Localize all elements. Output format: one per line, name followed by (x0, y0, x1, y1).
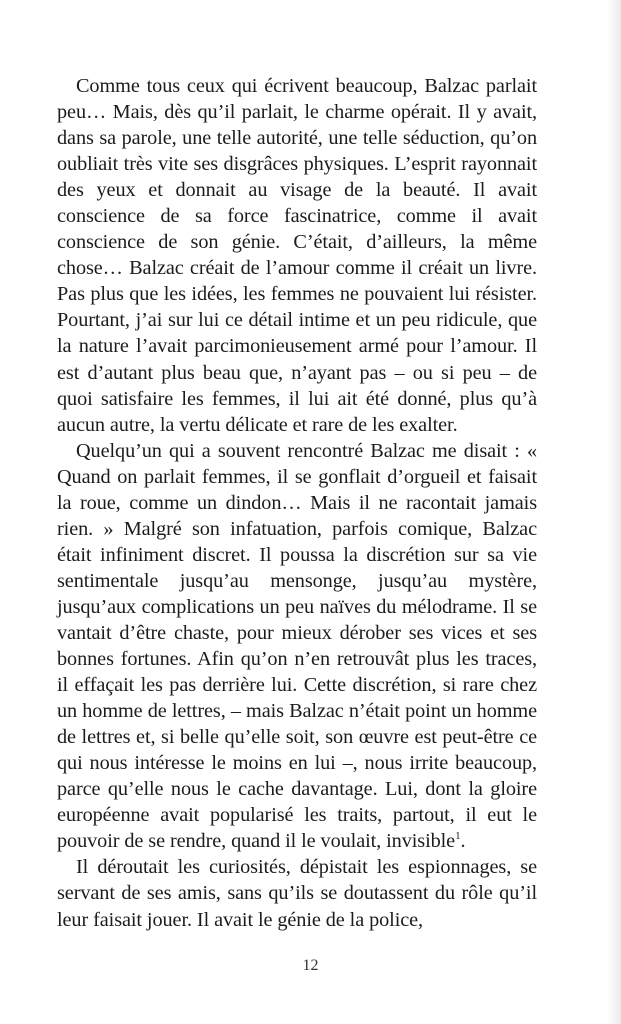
paragraph-2-end: . (460, 830, 466, 853)
paragraph-1: Comme tous ceux qui écrivent beaucoup, Balzac parlait peu… Mais, dès qu’il parlait, le charme opérait. Il y avait, dans sa parole, une telle autorité, une telle séduction, qu’on oubliait très vite ses disgrâces physiques. L’esprit rayonnait des yeux et donnait au visage de la beauté. Il avait conscience de sa force fascinatrice, comme il avait conscience de son génie. C’était, d’ailleurs, la même chose… Balzac créait de l’amour comme il créait un livre. Pas plus que les idées, les femmes ne pouvaient lui résister. Pourtant, j’ai sur lui ce détail intime et un peu ridicule, que la nature l’avait parcimonieusement armé pour l’amour. Il est d’autant plus beau que, n’ayant pas – ou si peu – de quoi satisfaire les femmes, il lui ait été donné, plus qu’à aucun autre, la vertu délicate et rare de les exalter. (57, 75, 537, 436)
page-edge-shadow (607, 0, 621, 1024)
page-number: 12 (302, 957, 319, 974)
paragraph-3: Il déroutait les curiosités, dépistait les espionnages, se servant de ses amis, sans qu’ils se doutassent du rôle qu’il leur faisait jouer. Il avait le génie de la police, (57, 856, 537, 931)
body-text (57, 73, 537, 933)
footnote-marker: 1 (455, 830, 461, 843)
paragraph-2 (57, 438, 537, 855)
paragraph-2-text: Quelqu’un qui a souvent rencontré Balzac me disait : « Quand on parlait femmes, il se gonflait d’orgueil et faisait la roue, comme un dindon… Mais il ne racontait jamais rien. » Malgré son infatuation, parfois comique, Balzac était infiniment discret. Il poussa la discrétion sur sa vie sentimentale jusqu’au mensonge, jusqu’au mystère, jusqu’aux complications un peu naïves du mélodrame. Il se vantait d’être chaste, pour mieux dérober ses vices et ses bonnes fortunes. Afin qu’on n’en retrouvât plus les traces, il effaçait les pas derrière lui. Cette discrétion, si rare chez un homme de lettres, – mais Balzac n’était point un homme de lettres et, si belle qu’elle soit, son œuvre est peut-être ce qui nous intéresse le moins en lui –, nous irrite beaucoup, parce qu’elle nous le cache davantage. Lui, dont la gloire européenne avait popularisé les traits, partout, il eut le pouvoir de se rendre, quand il le voulait, invisible (57, 439, 537, 853)
